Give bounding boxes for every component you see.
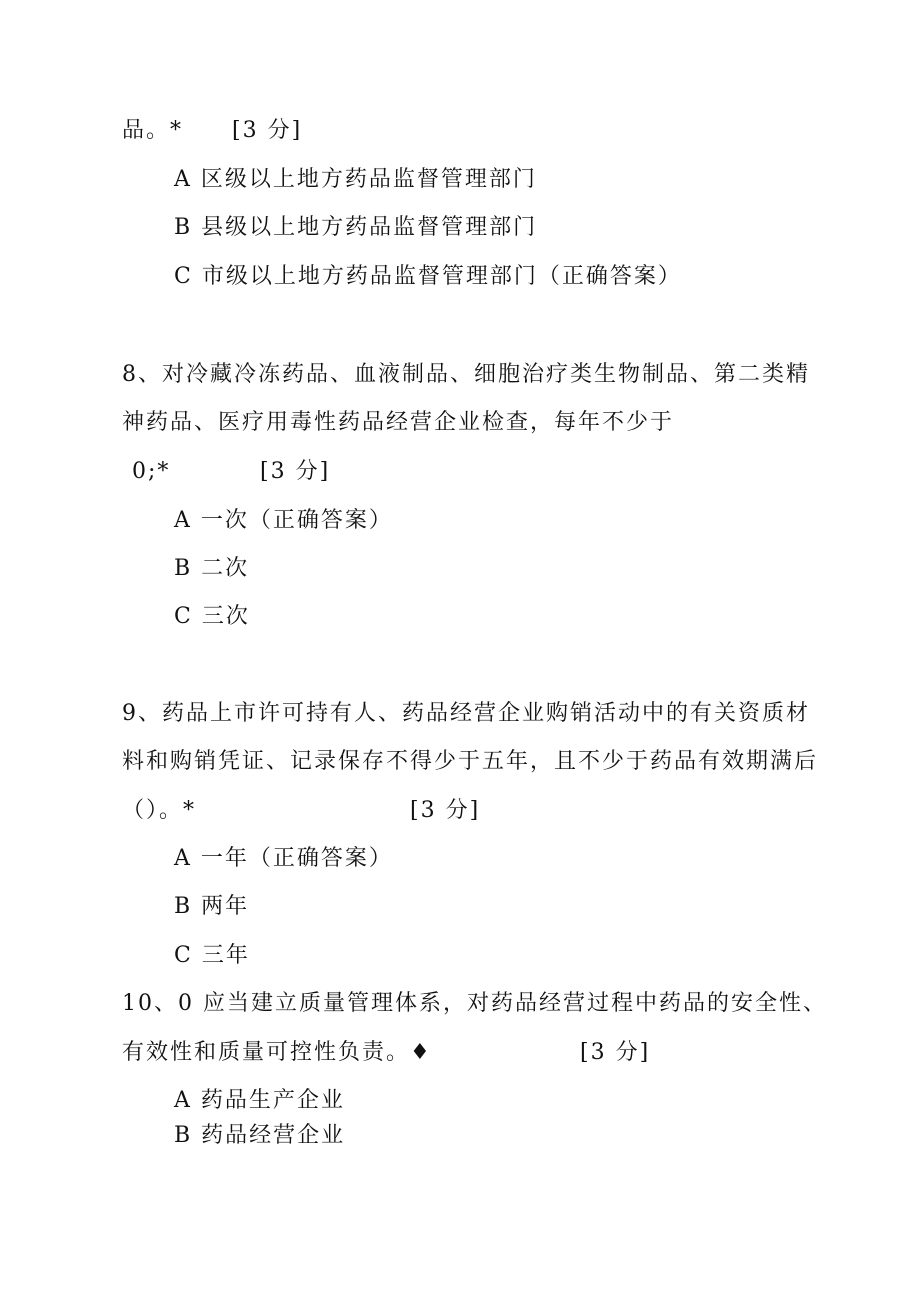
q9-stem-line1: 9、药品上市许可持有人、药品经营企业购销活动中的有关资质材	[122, 701, 810, 726]
q10-score: [3 分]	[580, 1040, 651, 1065]
q8-score: [3 分]	[260, 459, 331, 484]
q7-option-b[interactable]: B 县级以上地方药品监督管理部门	[174, 215, 538, 240]
q7-option-c[interactable]: C 市级以上地方药品监督管理部门（正确答案）	[174, 264, 682, 289]
q8-option-a[interactable]: A 一次（正确答案）	[174, 508, 393, 533]
q8-option-b[interactable]: B 二次	[174, 556, 250, 581]
q8-stem-line2: 神药品、医疗用毒性药品经营企业检查，每年不少于	[122, 410, 675, 435]
q7-score: [3 分]	[232, 118, 303, 143]
q9-score: [3 分]	[410, 798, 481, 823]
q10-option-b[interactable]: B 药品经营企业	[174, 1123, 346, 1148]
q9-stem-line3: （）。*	[122, 798, 197, 823]
q8-option-c[interactable]: C 三次	[174, 604, 250, 629]
q10-stem-line1: 10、0 应当建立质量管理体系，对药品经营过程中药品的安全性、	[122, 991, 827, 1016]
q8-stem-line1: 8、对冷藏冷冻药品、血液制品、细胞治疗类生物制品、第二类精	[122, 362, 810, 387]
q9-option-a[interactable]: A 一年（正确答案）	[174, 846, 393, 871]
q9-option-c[interactable]: C 三年	[174, 943, 250, 968]
q8-stem-line3: 0;*	[132, 459, 171, 484]
q10-stem-line2: 有效性和质量可控性负责。♦	[122, 1040, 432, 1065]
q7-stem-tail: 品。*	[122, 118, 184, 143]
q9-option-b[interactable]: B 两年	[174, 894, 250, 919]
q7-option-a[interactable]: A 区级以上地方药品监督管理部门	[174, 167, 537, 192]
q10-option-a[interactable]: A 药品生产企业	[174, 1088, 345, 1113]
q9-stem-line2: 料和购销凭证、记录保存不得少于五年，且不少于药品有效期满后	[122, 749, 819, 774]
